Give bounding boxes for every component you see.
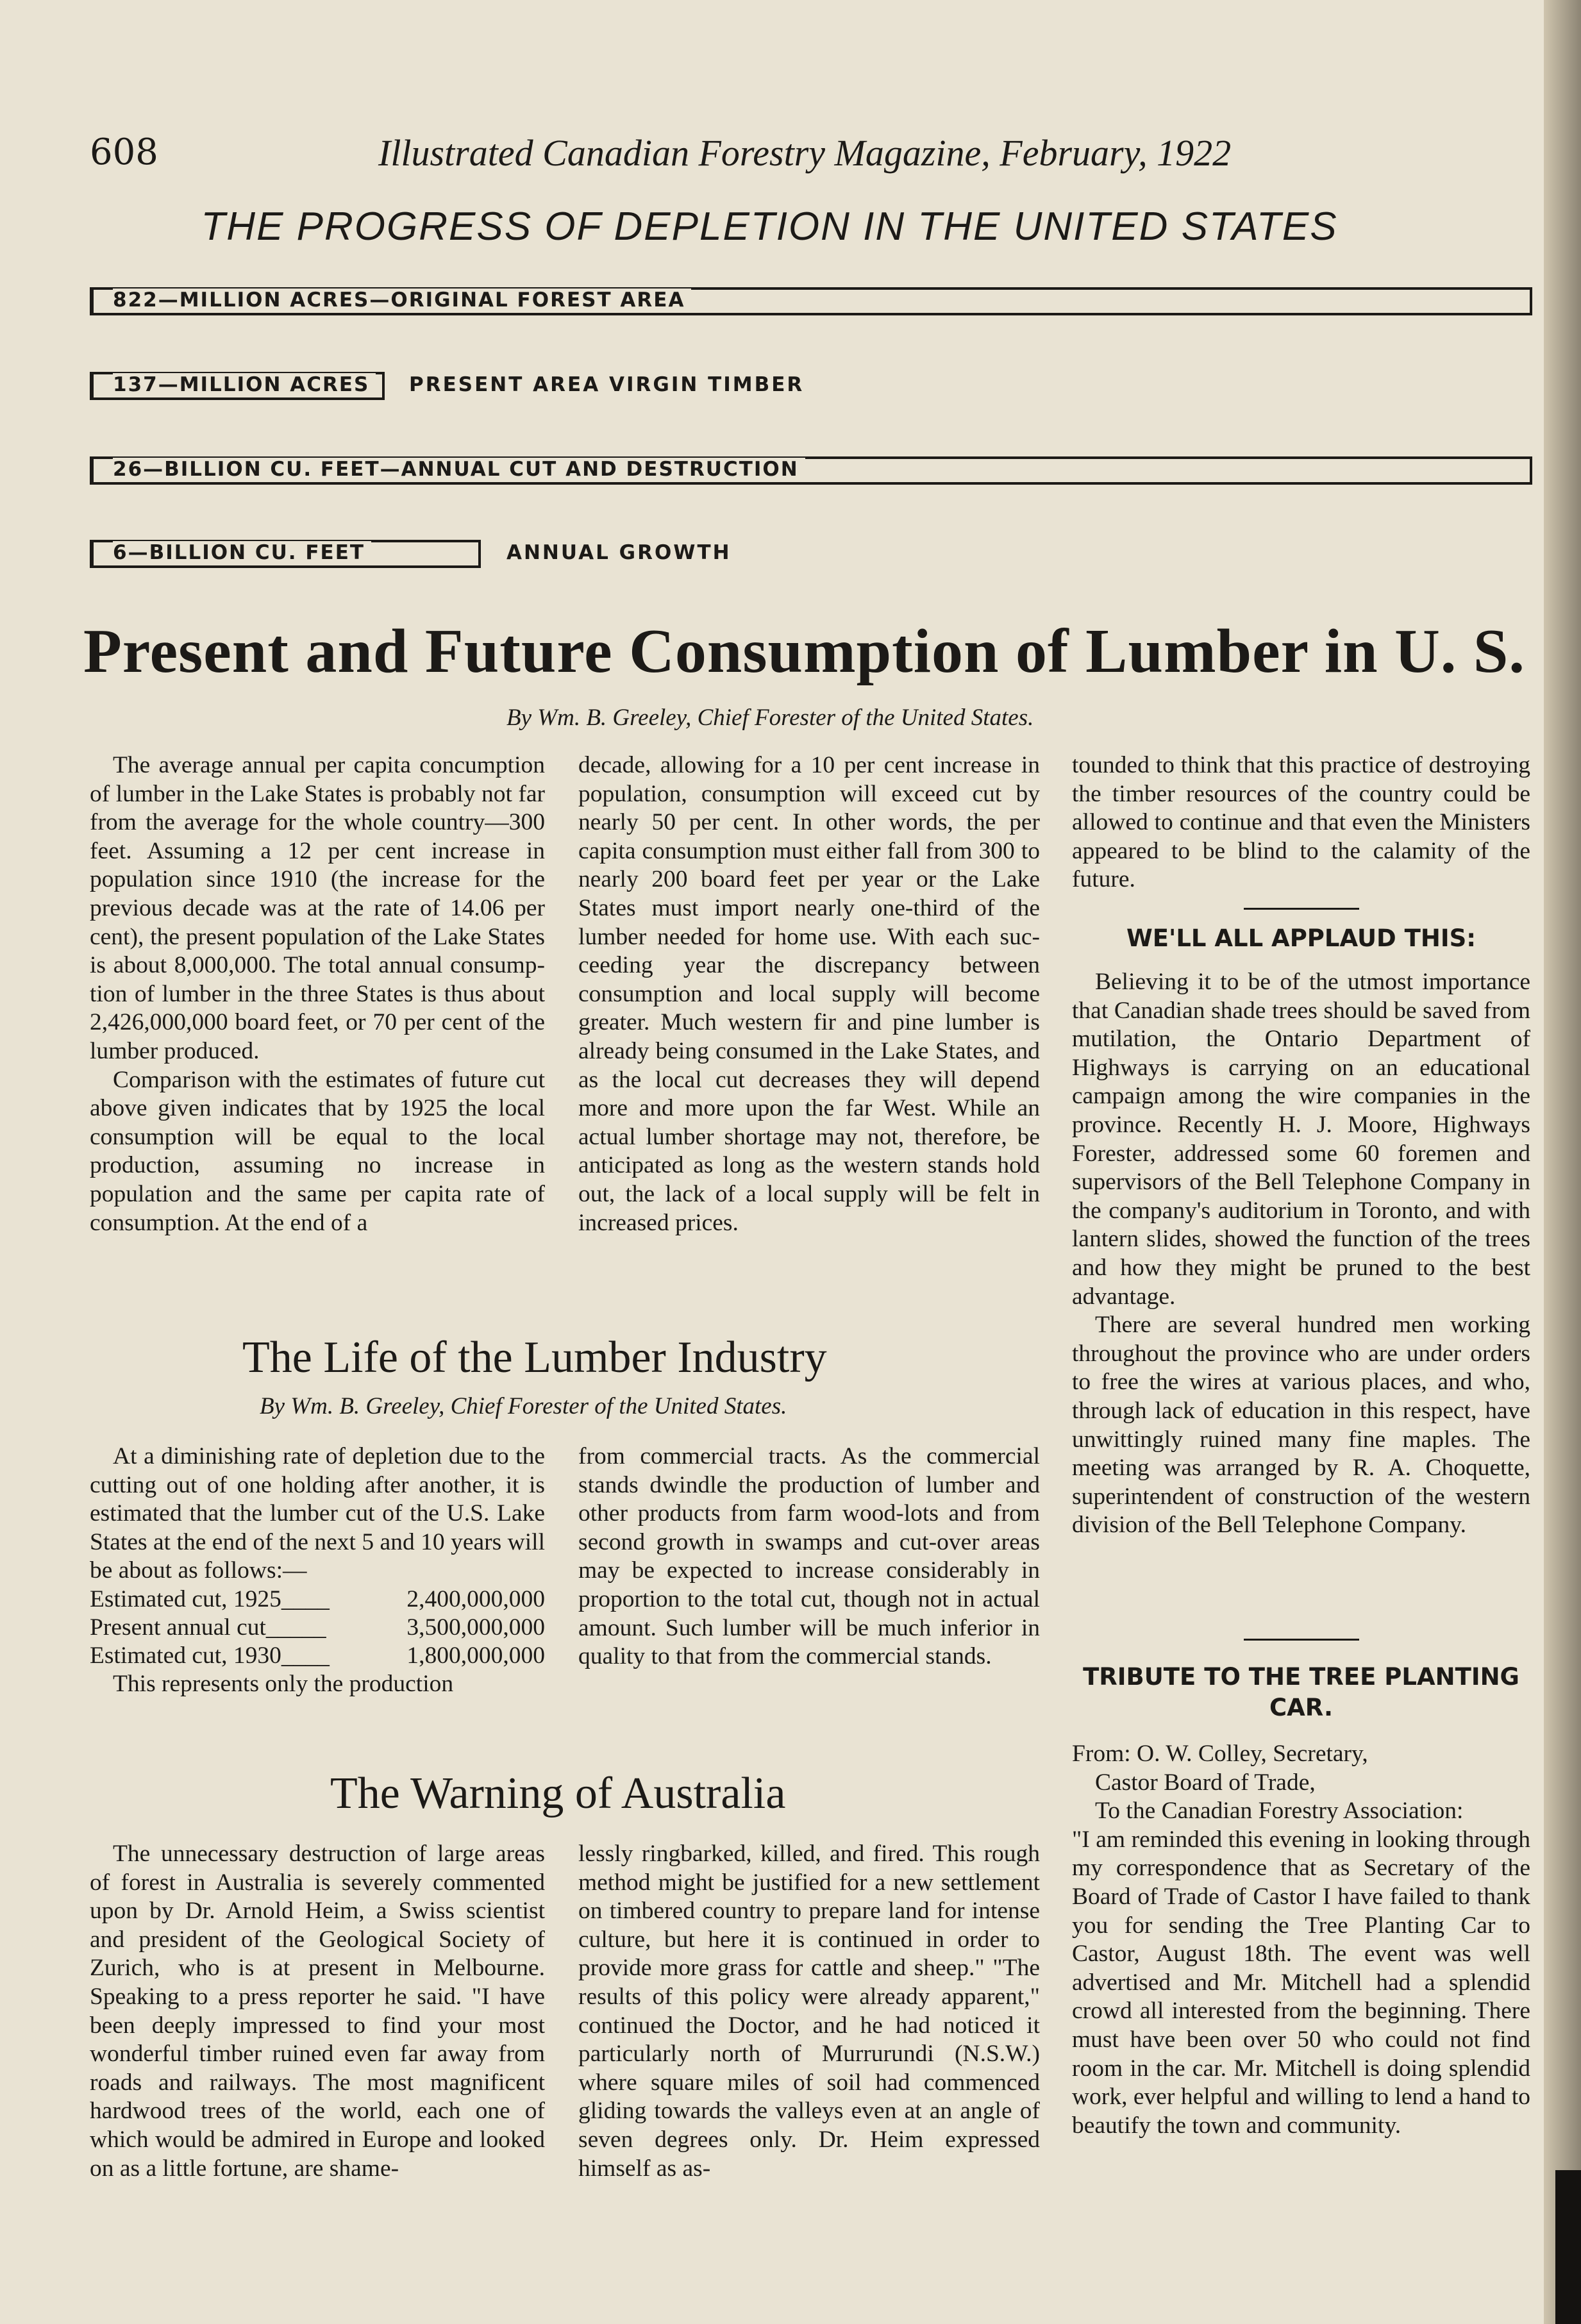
depletion-bar-original-forest: [90, 287, 1539, 332]
depletion-bar-virgin-timber: [90, 372, 1539, 417]
paragraph: lessly ringbarked, killed, and fired. This rough method might be justified for a new settlement on timbered country to prepare land for intense culture, but here it is continued in order to provide more grass for cattle and sheep." "The results of this policy were already apparent," continued the Doctor, and he had noticed it particularly north of Murrurundi (N.S.W.) where square miles of soil had commenced gliding towards the valleys even at an angle of seven degrees only. Dr. Heim expressed himself as as-: [578, 1841, 1040, 2182]
bar-label: 137—MILLION ACRES: [113, 373, 376, 396]
article3-column-1: [90, 1840, 545, 2183]
letter-from-line: Castor Board of Trade,: [1095, 1769, 1316, 1796]
article-byline: By Wm. B. Greeley, Chief Forester of the United States.: [260, 1393, 787, 1419]
bar-label: 6—BILLION CU. FEET: [113, 541, 371, 564]
page-edge: [1544, 0, 1581, 2324]
page-edge-shadow: [1555, 2170, 1581, 2324]
section-heading-applaud: WE'LL ALL APPLAUD THIS:: [1126, 924, 1476, 952]
paragraph: There are several hundred men working throughout the province who are under orders to free the wires at various places, and who, through lack of education in this respect, have unwittingly ruined many fine maples. The meeting was arranged by R. A. Choquette, superintendent of construction of the western division of the Bell Telephone Company.: [1072, 1312, 1530, 1539]
paragraph: tounded to think that this practice of destroying the timber resources of the country could be allowed to continue and that even the Ministers appeared to be blind to the calamity of the future.: [1072, 752, 1530, 893]
article-title-warning-australia: The Warning of Australia: [330, 1769, 786, 1818]
section-heading-tribute: TRIBUTE TO THE TREE PLANTING CAR.: [1083, 1663, 1519, 1721]
letter-from-line: From: O. W. Colley, Secretary,: [1072, 1741, 1368, 1767]
table-row: [90, 1585, 545, 1614]
letter-salutation: To the Canadian Forestry Association:: [1095, 1798, 1464, 1825]
article2-column-1: [90, 1442, 545, 1699]
paragraph: The unnecessary destruction of large areas of forest in Australia is severely commented upon by Dr. Arnold Heim, a Swiss scientist and president of the Geological Society of Zurich, who is at present in Melbourne. Speaking to a press reporter he said. "I have been deeply impressed to find your most wonderful timber ruined even far away from roads and railways. The most magnificent hardwood trees of the world, each one of which would be admired in Europe and looked on as a little fortune, are shame-: [90, 1841, 545, 2182]
table-cell-value: 1,800,000,000: [406, 1642, 545, 1669]
article-byline: By Wm. B. Greeley, Chief Forester of the United States.: [506, 705, 1034, 731]
depletion-bar-annual-growth: [90, 540, 1539, 585]
running-header: [90, 131, 1526, 183]
paragraph: "I am reminded this evening in looking through my correspondence that as Secretary of the Board of Trade of Castor I have failed to thank you for sending the Tree Planting Car to Castor, August 18th. The event was well advertised and Mr. Mitchell had a splendid crowd all interested from the beginning. There must have been over 50 who could not find room in the car. Mr. Mitchell is doing splendid work, ever helpful and willing to lend a hand to beautify the town and community.: [1072, 1826, 1530, 2139]
magazine-title: Illustrated Canadian Forestry Magazine, February, 1922: [378, 132, 1232, 174]
bar-description: ANNUAL GROWTH: [506, 541, 732, 564]
table-cell-value: 3,500,000,000: [406, 1614, 545, 1641]
sidebar-applaud-section: [1072, 923, 1530, 1540]
lumber-cut-table: [90, 1585, 545, 1670]
table-row: [90, 1642, 545, 1670]
paragraph: The average annual per capita concumption of lumber in the Lake States is probably not far from the average for the whole country—300 feet. Assuming a 12 per cent increase in population since 1910 (the increase for the previous decade was at the rate of 14.06 per cent), the present population of the Lake States is about 8,000,000. The total annual consumption of lumber in the three States is thus about 2,426,000,000 board feet, or 70 per cent of the lumber produced.: [90, 752, 545, 1064]
divider: [1244, 908, 1359, 910]
article2-column-2: [578, 1442, 1040, 1671]
article3-column-2: [578, 1840, 1040, 2183]
sidebar-column: [1072, 751, 1530, 894]
table-cell-label: Estimated cut, 1925____: [90, 1585, 330, 1612]
paragraph: decade, allowing for a 10 per cent increase in population, consumption will exceed cut by nearly 50 per cent. In other words, the per capita consumption must either fall from 300 to nearly 200 board feet per year or the Lake States must import nearly one-third of the lumber needed for home use. With each succeeding year the discrepancy between consumption and local supply will become greater. Much western fir and pine lumber is already being consumed in the Lake States, and as the local cut decreases they will depend more and more upon the far West. While an actual lumber shortage may not, therefore, be anticipated as long as the western stands hold out, the lack of a local supply will be felt in increased prices.: [578, 752, 1040, 1236]
table-cell-label: Estimated cut, 1930____: [90, 1642, 330, 1669]
paragraph: This represents only the production: [113, 1670, 454, 1697]
bar-label: 822—MILLION ACRES—ORIGINAL FOREST AREA: [113, 288, 691, 312]
paragraph: Believing it to be of the utmost importance that Canadian shade trees should be saved from mutilation, the Ontario Department of Highways is carrying on an educational campaign among the wire companies in the province. Recently H. J. Moore, Highways Forester, addressed some 60 foremen and supervisors of the Bell Telephone Company in the company's auditorium in Toronto, and with lantern slides, showed the function of the trees and how they might be pruned to the best advantage.: [1072, 969, 1530, 1310]
paragraph: from commercial tracts. As the commercial stands dwindle the production of lumber and other products from farm wood-lots and from second growth in swamps and cut-over areas may be expected to increase considerably in proportion to the total cut, though not in actual amount. Such lumber will be much inferior in quality to that from the commercial stands.: [578, 1443, 1040, 1670]
paragraph: Comparison with the estimates of future cut above given indicates that by 1925 the local consumption will be equal to the local production, assuming no increase in population and the same per capita rate of consumption. At the end of a: [90, 1066, 545, 1236]
table-row: [90, 1614, 545, 1642]
bar-description: PRESENT AREA VIRGIN TIMBER: [409, 373, 805, 396]
table-cell-value: 2,400,000,000: [406, 1585, 545, 1612]
depletion-bar-annual-cut: [90, 456, 1539, 501]
sidebar-tribute-section: [1072, 1662, 1530, 2140]
divider: [1244, 1639, 1359, 1641]
article-title-life-lumber-industry: The Life of the Lumber Industry: [242, 1333, 827, 1382]
depletion-chart-title: THE PROGRESS OF DEPLETION IN THE UNITED STATES: [201, 205, 1338, 249]
article1-column-2: [578, 751, 1040, 1237]
paragraph: At a diminishing rate of depletion due to the cutting out of one holding after another, it is estimated that the lumber cut of the U.S. Lake States at the end of the next 5 and 10 years will be about as follows:—: [90, 1443, 545, 1584]
page-number: 608: [90, 131, 158, 173]
table-cell-label: Present annual cut_____: [90, 1614, 326, 1641]
article1-column-1: [90, 751, 545, 1237]
bar-label: 26—BILLION CU. FEET—ANNUAL CUT AND DESTRUCTION: [113, 458, 805, 481]
article-title-consumption: Present and Future Consumption of Lumber in U. S.: [83, 617, 1525, 686]
